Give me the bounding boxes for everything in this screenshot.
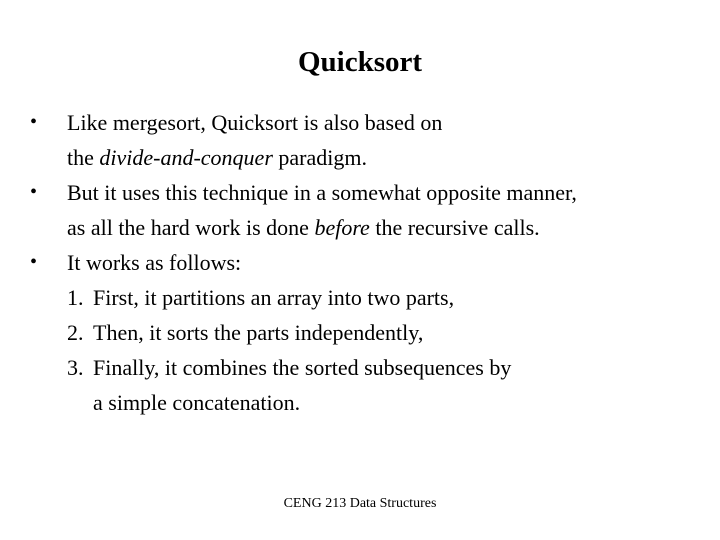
item-number: 1.: [67, 285, 84, 310]
bullet-marker: •: [30, 111, 38, 133]
slide-footer: CENG 213 Data Structures: [283, 496, 437, 511]
text-run: as all the hard work is done: [67, 215, 315, 240]
bullet-line: [67, 210, 687, 245]
item-text: Then, it sorts the parts independently,: [93, 320, 424, 345]
item-text: Finally, it combines the sorted subsequences by: [93, 355, 512, 380]
bullet-text: [67, 105, 687, 175]
emphasis-text: before: [314, 215, 370, 240]
text-run: paradigm.: [272, 145, 367, 170]
bullet-text: [67, 245, 687, 420]
text-run: the: [67, 145, 100, 170]
numbered-item-3: [67, 350, 687, 385]
bullet-item-2: [0, 175, 720, 245]
bullet-line: Like mergesort, Quicksort is also based on: [67, 110, 443, 135]
bullet-item-3: [0, 245, 720, 420]
slide-title: Quicksort: [297, 46, 423, 78]
emphasis-text: divide-and-conquer: [99, 145, 273, 170]
bullet-list: [0, 105, 720, 420]
bullet-item-1: [0, 105, 720, 175]
item-number: 2.: [67, 320, 84, 345]
item-text: First, it partitions an array into two parts,: [93, 285, 455, 310]
bullet-line: But it uses this technique in a somewhat opposite manner,: [67, 180, 577, 205]
bullet-line: [67, 140, 687, 175]
item-continuation: a simple concatenation.: [93, 390, 301, 415]
item-number: 3.: [67, 355, 84, 380]
bullet-marker: •: [30, 251, 38, 273]
bullet-marker: •: [30, 181, 38, 203]
numbered-item-2: [67, 315, 687, 350]
numbered-item-1: [67, 280, 687, 315]
text-run: the recursive calls.: [369, 215, 540, 240]
bullet-text: [67, 175, 687, 245]
bullet-line: It works as follows:: [67, 250, 242, 275]
